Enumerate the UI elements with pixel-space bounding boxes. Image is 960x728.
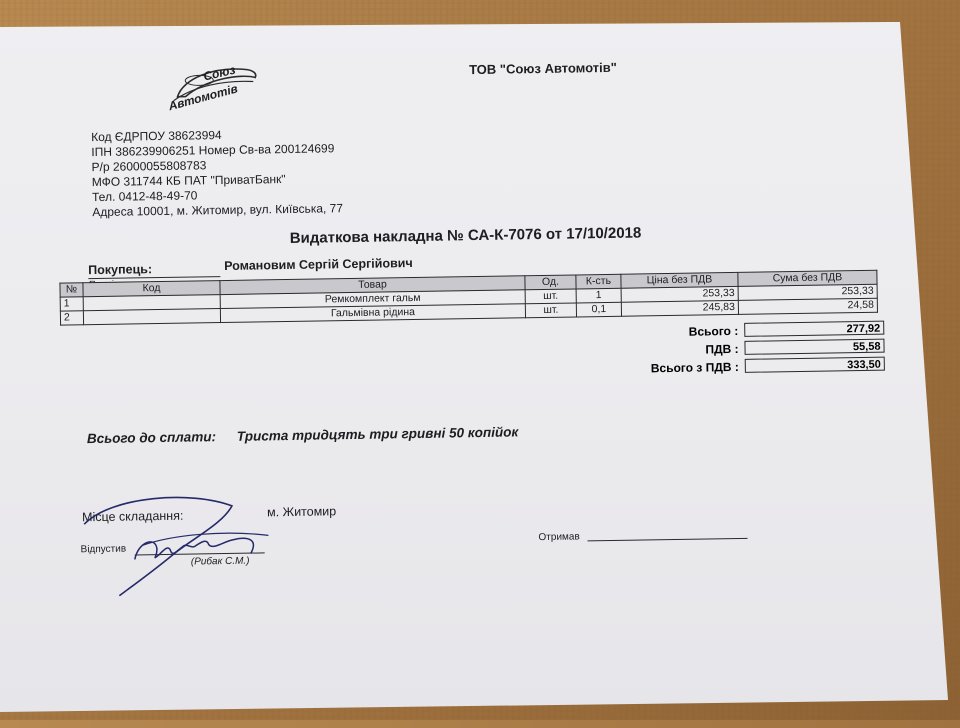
col-header-qty: К-сть bbox=[576, 274, 621, 289]
total-vat-value: 333,50 bbox=[745, 357, 885, 373]
released-name: (Рибак С.М.) bbox=[190, 555, 250, 568]
place-label: Місце складання: bbox=[81, 508, 184, 525]
items-table bbox=[59, 270, 878, 326]
total-vat-label: Всього з ПДВ : bbox=[650, 359, 739, 376]
col-header-sum: Сума без ПДВ bbox=[738, 270, 877, 286]
requisite-line: МФО 311744 КБ ПАТ "ПриватБанк" bbox=[91, 172, 286, 190]
cell-price: 253,33 bbox=[621, 286, 738, 302]
vat-label: ПДВ : bbox=[705, 341, 739, 357]
col-header-num: № bbox=[60, 283, 83, 297]
requisite-line: ІПН 386239906251 Номер Св-ва 200124699 bbox=[91, 141, 335, 160]
cell-sum: 253,33 bbox=[738, 284, 877, 300]
cell-num: 1 bbox=[60, 297, 83, 311]
requisite-line: Адреса 10001, м. Житомир, вул. Київська, 77 bbox=[92, 201, 344, 220]
company-name: ТОВ "Союз Автомотів" bbox=[469, 59, 618, 78]
requisite-line: Р/р 26000055808783 bbox=[91, 158, 207, 175]
logo-text-top: Союз bbox=[201, 62, 237, 84]
logo-text-bottom: Автомотів bbox=[166, 81, 240, 114]
col-header-code: Код bbox=[83, 281, 220, 297]
document-title: Видаткова накладна № СА-К-7076 от 17/10/2018 bbox=[289, 224, 642, 247]
cell-item: Ремкомплект гальм bbox=[220, 290, 525, 309]
buyer-name: Романовим Сергій Сергійович bbox=[224, 256, 413, 274]
total-value: 277,92 bbox=[744, 321, 884, 337]
cell-qty: 1 bbox=[576, 288, 621, 303]
cell-code bbox=[83, 309, 220, 325]
col-header-price: Ціна без ПДВ bbox=[621, 272, 738, 288]
col-header-unit: Од. bbox=[525, 275, 576, 290]
received-label: Отримав bbox=[538, 531, 580, 544]
total-label: Всього : bbox=[688, 323, 739, 339]
requisite-line: Тел. 0412-48-49-70 bbox=[91, 188, 198, 205]
buyer-label: Покупець: bbox=[88, 262, 153, 278]
handwritten-signature bbox=[72, 483, 294, 606]
cell-item: Гальмівна рідина bbox=[220, 304, 525, 323]
col-header-item: Товар bbox=[220, 276, 525, 295]
requisite-line: Код ЄДРПОУ 38623994 bbox=[91, 128, 222, 145]
received-signature-line bbox=[588, 538, 748, 542]
payment-label: Всього до сплати: bbox=[86, 429, 217, 447]
company-logo bbox=[163, 55, 264, 127]
payment-amount-words: Триста тридцять три гривні 50 копійок bbox=[236, 424, 519, 444]
cell-price: 245,83 bbox=[621, 300, 738, 316]
cell-qty: 0,1 bbox=[576, 302, 621, 317]
cell-unit: шт. bbox=[525, 303, 576, 318]
place-value: м. Житомир bbox=[266, 504, 337, 520]
released-label: Відпустив bbox=[80, 543, 127, 556]
cell-sum: 24,58 bbox=[738, 298, 877, 314]
vat-value: 55,58 bbox=[744, 339, 884, 355]
cell-unit: шт. bbox=[525, 289, 576, 304]
cell-num: 2 bbox=[60, 311, 83, 325]
